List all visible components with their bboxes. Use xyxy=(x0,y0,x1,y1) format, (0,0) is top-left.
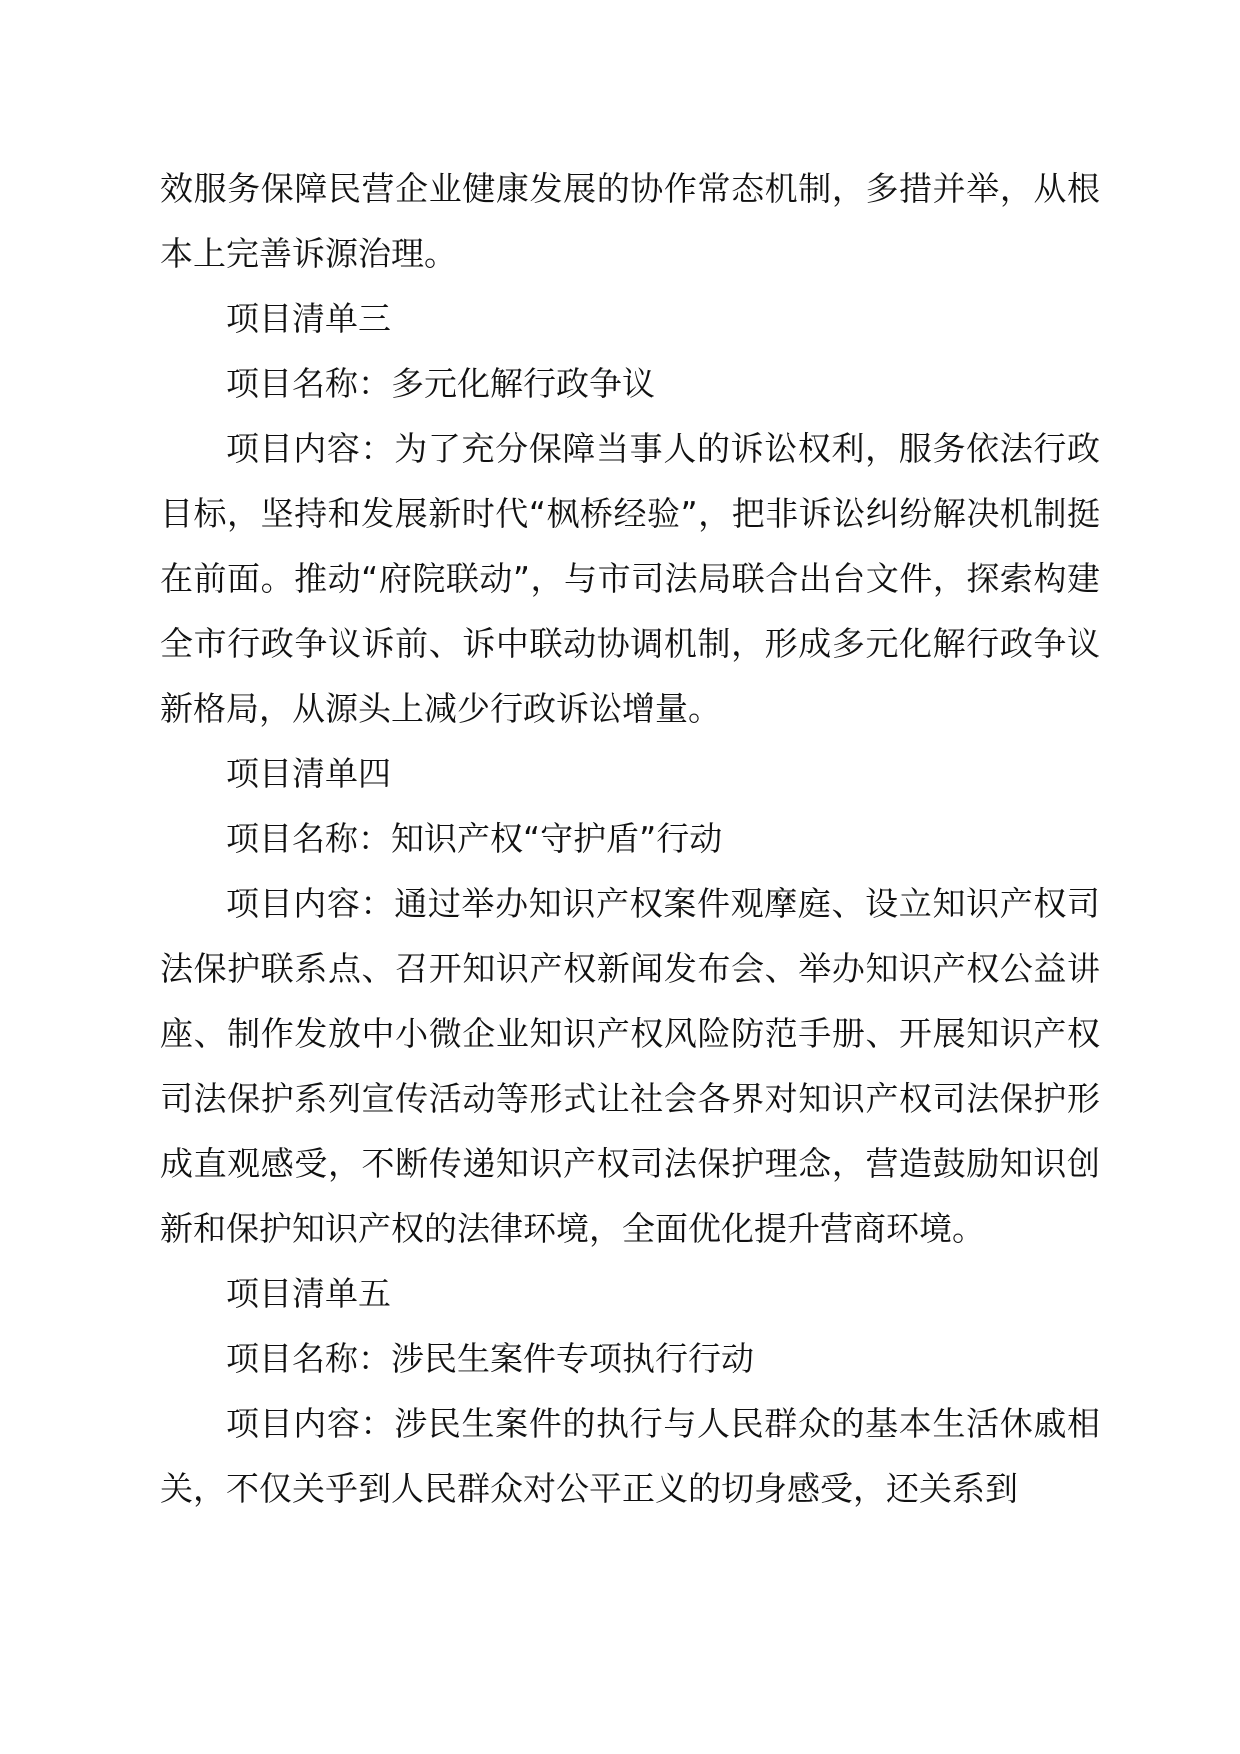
document-page xyxy=(160,156,1100,1521)
section-heading-list-four: 项目清单四 xyxy=(226,754,391,793)
project-name-five: 项目名称：涉民生案件专项执行行动 xyxy=(226,1339,754,1378)
project-name-four: 项目名称：知识产权“守护盾”行动 xyxy=(226,819,723,858)
project-content-five: 项目内容：涉民生案件的执行与人民群众的基本生活休戚相关，不仅关乎到人民群众对公平正义的切身感受，还关系到 xyxy=(160,1404,1100,1508)
section-heading-list-three: 项目清单三 xyxy=(226,299,391,338)
project-content-four: 项目内容：通过举办知识产权案件观摩庭、设立知识产权司法保护联系点、召开知识产权新闻发布会、举办知识产权公益讲座、制作发放中小微企业知识产权风险防范手册、开展知识产权司法保护系列宣传活动等形式让社会各界对知识产权司法保护形成直观感受，不断传递知识产权司法保护理念，营造鼓励知识创新和保护知识产权的法律环境，全面优化提升营商环境。 xyxy=(160,884,1100,1248)
project-content-three: 项目内容：为了充分保障当事人的诉讼权利，服务依法行政目标，坚持和发展新时代“枫桥经验”，把非诉讼纠纷解决机制挺在前面。推动“府院联动”，与市司法局联合出台文件，探索构建全市行政争议诉前、诉中联动协调机制，形成多元化解行政争议新格局，从源头上减少行政诉讼增量。 xyxy=(160,429,1100,728)
paragraph-continuation: 效服务保障民营企业健康发展的协作常态机制，多措并举，从根本上完善诉源治理。 xyxy=(160,169,1100,273)
project-name-three: 项目名称：多元化解行政争议 xyxy=(226,364,655,403)
section-heading-list-five: 项目清单五 xyxy=(226,1274,391,1313)
